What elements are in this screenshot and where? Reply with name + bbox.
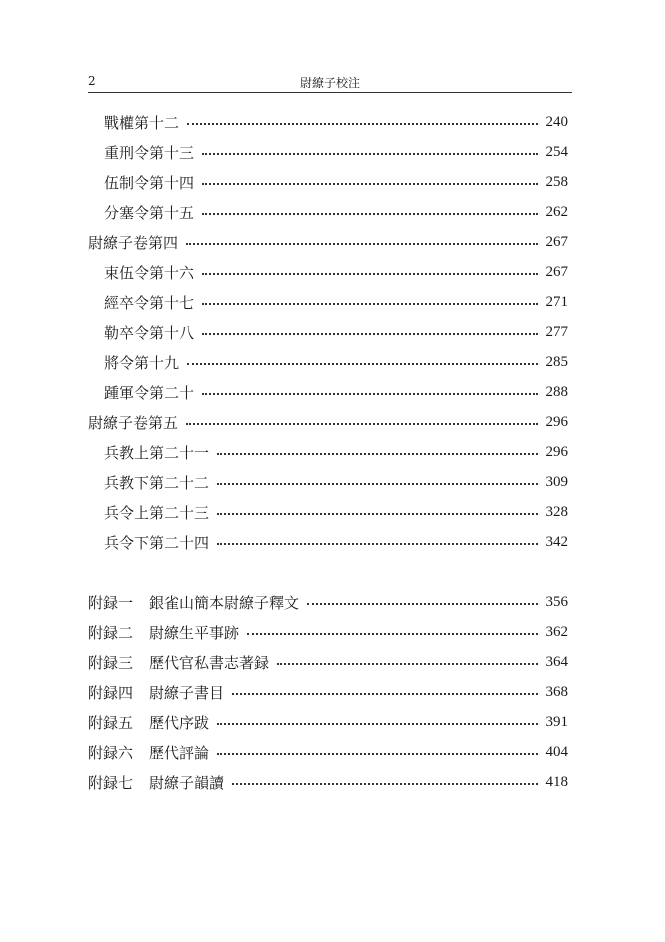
dot-leader — [202, 152, 537, 155]
appendix-title: 歷代序跋 — [149, 713, 210, 732]
appendix-page: 356 — [545, 593, 568, 610]
toc-entry-page: 285 — [545, 353, 568, 370]
toc-entry-label: 伍制令第十四 — [104, 173, 195, 192]
dot-leader — [217, 512, 537, 515]
toc-entry-page: 267 — [545, 263, 568, 280]
appendix-entry[interactable] — [88, 620, 568, 644]
toc-entry-label: 戰權第十二 — [104, 113, 180, 132]
toc-entry-label: 兵令下第二十四 — [104, 533, 210, 552]
appendix-title: 歷代評論 — [149, 743, 210, 762]
appendix-entry[interactable] — [88, 650, 568, 674]
toc-entry-page: 296 — [545, 443, 568, 460]
toc-entry[interactable] — [104, 380, 568, 404]
toc-entry-page: 262 — [545, 203, 568, 220]
toc-entry[interactable] — [104, 110, 568, 134]
toc-entry-label: 兵教下第二十二 — [104, 473, 210, 492]
toc-volume-entry[interactable] — [88, 410, 568, 434]
appendix-title: 尉繚生平事跡 — [149, 623, 240, 642]
appendix-number: 附録五 — [88, 713, 134, 732]
appendix-title: 尉繚子韻讀 — [149, 773, 225, 792]
appendix-number: 附録二 — [88, 623, 134, 642]
toc-entry-label: 將令第十九 — [104, 353, 180, 372]
dot-leader — [186, 422, 537, 425]
dot-leader — [217, 542, 537, 545]
toc-entry-label: 尉繚子卷第五 — [88, 413, 179, 432]
dot-leader — [277, 662, 537, 665]
appendix-entry[interactable] — [88, 740, 568, 764]
appendix-number: 附録七 — [88, 773, 134, 792]
toc-entry-page: 267 — [545, 233, 568, 250]
dot-leader — [217, 452, 537, 455]
toc-entry[interactable] — [104, 350, 568, 374]
toc-entry[interactable] — [104, 290, 568, 314]
toc-entry-label: 重刑令第十三 — [104, 143, 195, 162]
toc-entry-label: 經卒令第十七 — [104, 293, 195, 312]
toc-entry-page: 254 — [545, 143, 568, 160]
toc-entry-page: 288 — [545, 383, 568, 400]
appendix-page: 418 — [545, 773, 568, 790]
toc-entry[interactable] — [104, 320, 568, 344]
toc-entry-label: 分塞令第十五 — [104, 203, 195, 222]
toc-entry-page: 309 — [545, 473, 568, 490]
appendix-entry[interactable] — [88, 680, 568, 704]
dot-leader — [202, 332, 537, 335]
toc-entry-page: 342 — [545, 533, 568, 550]
toc-entry-page: 296 — [545, 413, 568, 430]
appendix-title: 歷代官私書志著録 — [149, 653, 270, 672]
appendix-number: 附録三 — [88, 653, 134, 672]
appendix-page: 364 — [545, 653, 568, 670]
toc-entry[interactable] — [104, 200, 568, 224]
toc-entry-label: 尉繚子卷第四 — [88, 233, 179, 252]
page-number: 2 — [88, 74, 96, 88]
dot-leader — [186, 242, 537, 245]
toc-entry-label: 踵軍令第二十 — [104, 383, 195, 402]
toc-entry-page: 240 — [545, 113, 568, 130]
appendix-page: 391 — [545, 713, 568, 730]
toc-entry-page: 328 — [545, 503, 568, 520]
toc-entry-label: 勒卒令第十八 — [104, 323, 195, 342]
dot-leader — [217, 482, 537, 485]
appendix-page: 368 — [545, 683, 568, 700]
dot-leader — [202, 392, 537, 395]
toc-entry-label: 兵令上第二十三 — [104, 503, 210, 522]
dot-leader — [187, 362, 537, 365]
dot-leader — [232, 782, 537, 785]
appendix-page: 362 — [545, 623, 568, 640]
dot-leader — [202, 212, 537, 215]
dot-leader — [202, 182, 537, 185]
toc-entry-page: 277 — [545, 323, 568, 340]
dot-leader — [217, 722, 537, 725]
toc-entry-label: 兵教上第二十一 — [104, 443, 210, 462]
toc-entry[interactable] — [104, 260, 568, 284]
appendix-entry[interactable] — [88, 590, 568, 614]
toc-entry-page: 258 — [545, 173, 568, 190]
running-title: 尉繚子校注 — [299, 76, 360, 90]
appendix-title: 銀雀山簡本尉繚子釋文 — [149, 593, 300, 612]
appendix-title: 尉繚子書目 — [149, 683, 225, 702]
toc-entry[interactable] — [104, 440, 568, 464]
toc-entry[interactable] — [104, 530, 568, 554]
toc-volume-entry[interactable] — [88, 230, 568, 254]
appendix-number: 附録一 — [88, 593, 134, 612]
dot-leader — [202, 272, 537, 275]
dot-leader — [202, 302, 537, 305]
toc-entry[interactable] — [104, 500, 568, 524]
toc-entry[interactable] — [104, 170, 568, 194]
appendix-number: 附録六 — [88, 743, 134, 762]
running-header — [88, 70, 572, 93]
toc-entry-page: 271 — [545, 293, 568, 310]
appendix-entry[interactable] — [88, 770, 568, 794]
dot-leader — [307, 602, 537, 605]
appendix-page: 404 — [545, 743, 568, 760]
toc-entry[interactable] — [104, 140, 568, 164]
appendix-number: 附録四 — [88, 683, 134, 702]
dot-leader — [247, 632, 537, 635]
toc-entry[interactable] — [104, 470, 568, 494]
dot-leader — [232, 692, 537, 695]
dot-leader — [187, 122, 537, 125]
appendix-entry[interactable] — [88, 710, 568, 734]
toc-entry-label: 束伍令第十六 — [104, 263, 195, 282]
dot-leader — [217, 752, 537, 755]
